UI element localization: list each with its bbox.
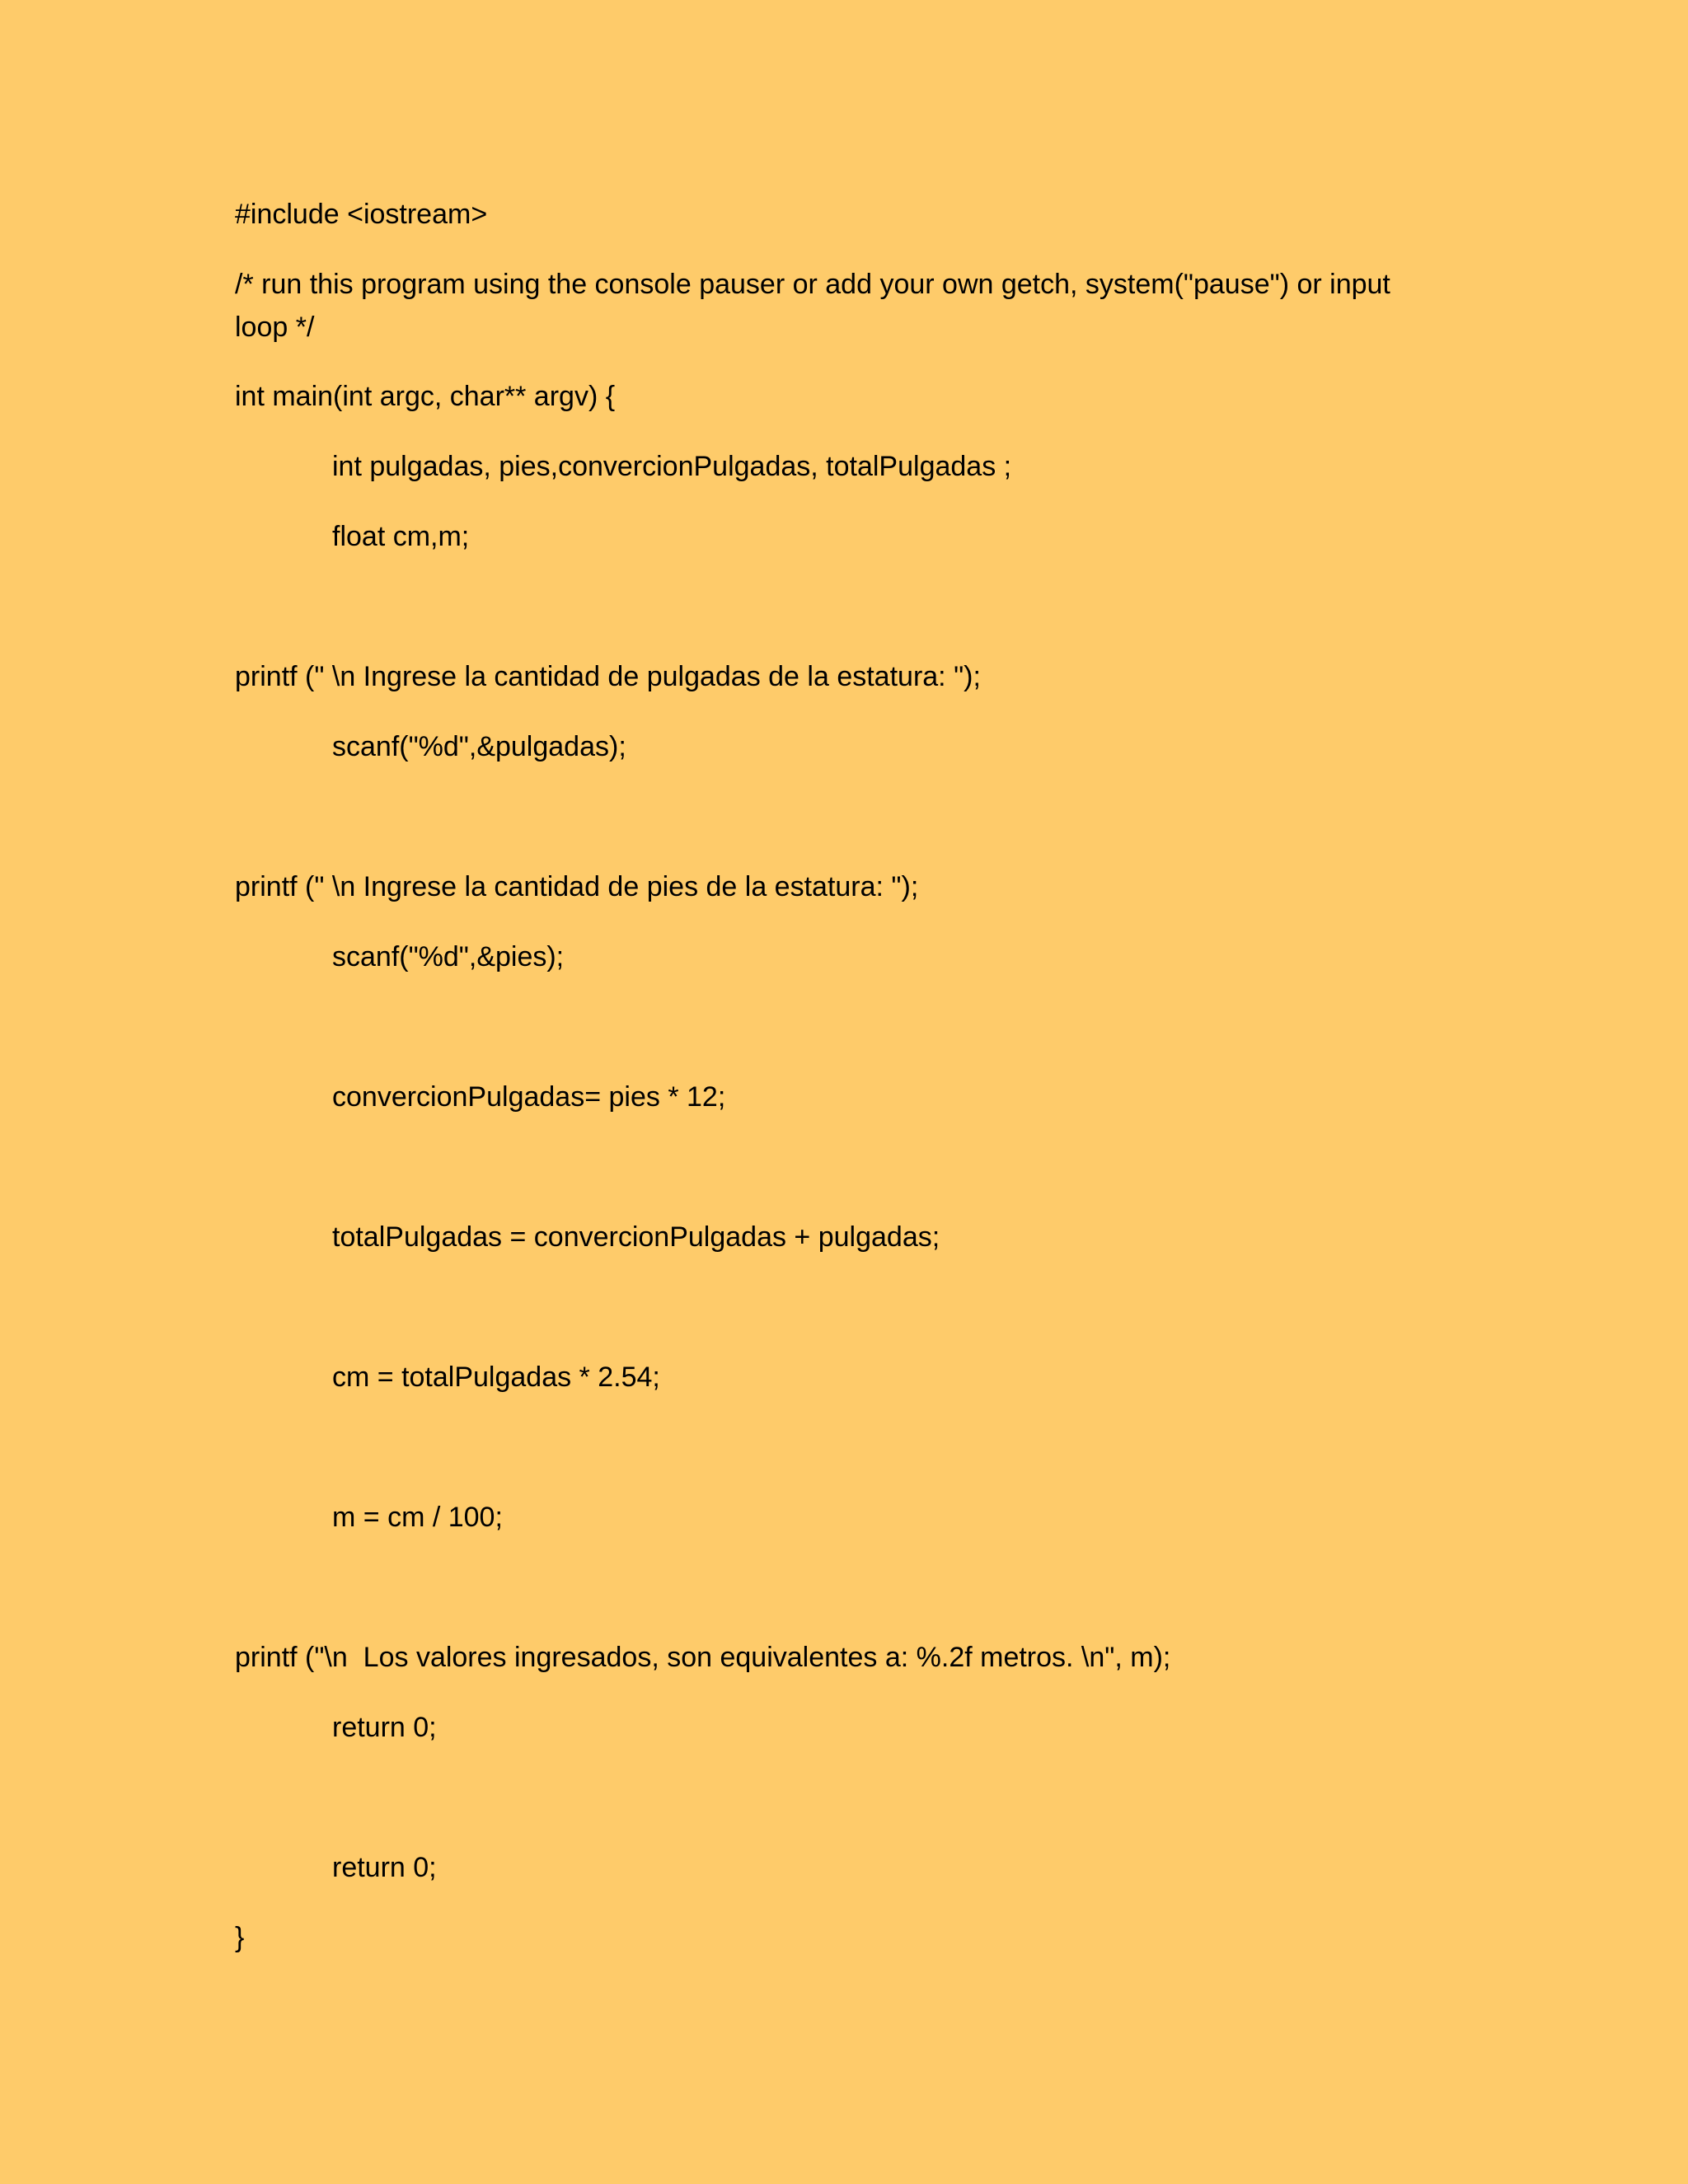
- code-line-m: m = cm / 100;: [332, 1502, 503, 1533]
- code-line-scanf-pulgadas: scanf("%d",&pulgadas);: [332, 731, 626, 762]
- code-line-closing-brace: }: [235, 1922, 245, 1953]
- code-line-float-declarations: float cm,m;: [332, 521, 470, 552]
- code-line-main-signature: int main(int argc, char** argv) {: [235, 381, 616, 412]
- code-line-scanf-pies: scanf("%d",&pies);: [332, 941, 565, 972]
- code-line-cm: cm = totalPulgadas * 2.54;: [332, 1361, 660, 1393]
- code-line-return-2: return 0;: [332, 1852, 437, 1883]
- code-line-return-1: return 0;: [332, 1712, 437, 1743]
- code-line-include: #include <iostream>: [235, 199, 488, 230]
- code-line-printf-result: printf ("\n Los valores ingresados, son equivalentes a: %.2f metros. \n", m);: [235, 1642, 1171, 1673]
- code-line-printf-pulgadas: printf (" \n Ingrese la cantidad de pulgadas de la estatura: ");: [235, 661, 981, 692]
- code-line-printf-pies: printf (" \n Ingrese la cantidad de pies de la estatura: ");: [235, 871, 919, 902]
- code-line-int-declarations: int pulgadas, pies,convercionPulgadas, totalPulgadas ;: [332, 451, 1012, 482]
- code-line-comment-2: loop */: [235, 312, 315, 343]
- code-line-comment-1: /* run this program using the console pauser or add your own getch, system("pause") or input: [235, 269, 1390, 300]
- code-line-total: totalPulgadas = convercionPulgadas + pulgadas;: [332, 1221, 940, 1253]
- code-line-conversion: convercionPulgadas= pies * 12;: [332, 1081, 726, 1113]
